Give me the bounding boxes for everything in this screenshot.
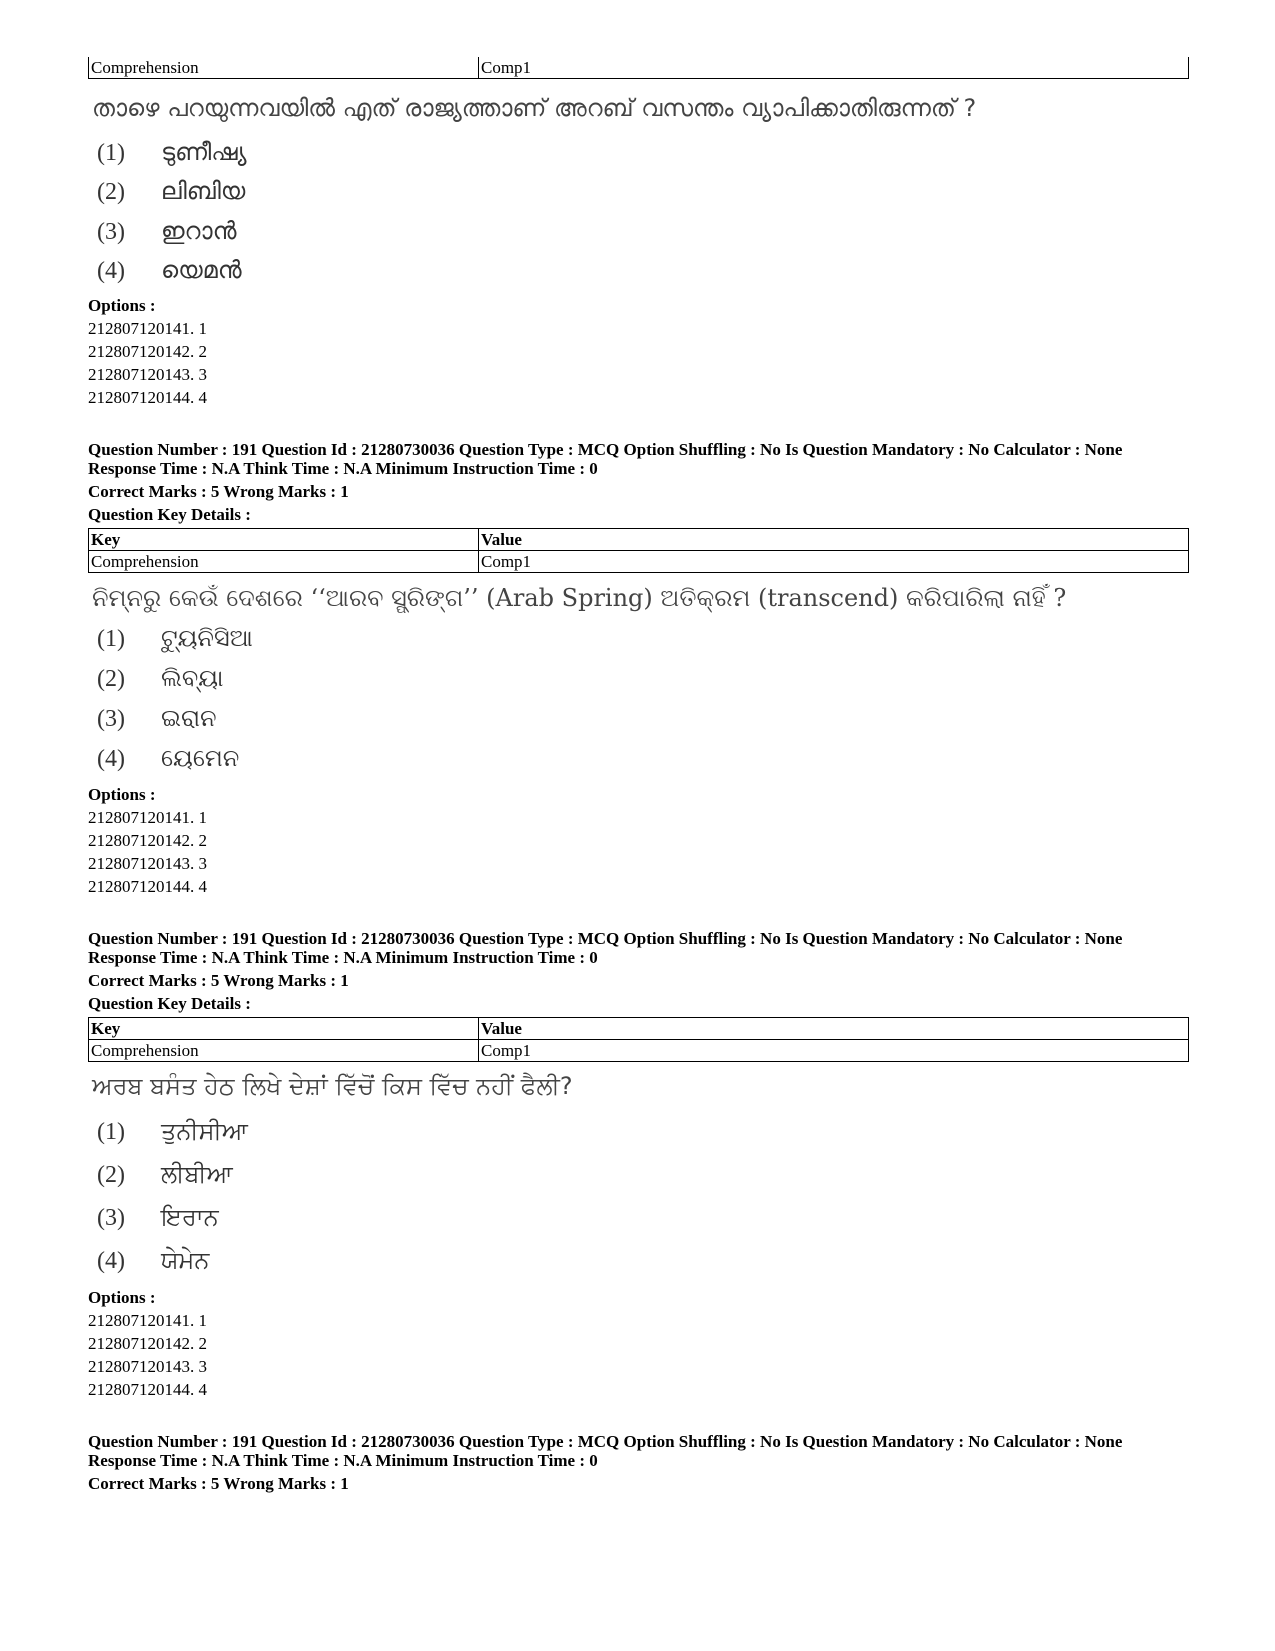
question-text: താഴെ പറയുന്നവയിൽ എത് രാജ്യത്താണ് അറബ് വസന്തം വ്യാപിക്കാതിരുന്നത് ? <box>92 94 977 122</box>
option-line: 212807120143. 3 <box>88 1357 207 1376</box>
choice-item: (2) ਲੀਬੀਆ <box>97 1160 233 1188</box>
choice-item: (3) ഇറാൻ <box>97 217 237 245</box>
key-value-table <box>88 57 1189 79</box>
table-cell-key: Comprehension <box>89 57 479 79</box>
choice-item: (1) ଟ୍ୟୁନିସିଆ <box>97 624 253 652</box>
choice-item: (4) ਯੇਮੇਨ <box>97 1246 210 1274</box>
question-text: ਅਰਬ ਬਸੰਤ ਹੇਠ ਲਿਖੇ ਦੇਸ਼ਾਂ ਵਿੱਚੋਂ ਕਿਸ ਵਿੱਚ ਨਹੀਂ ਫੈਲੀ? <box>92 1072 573 1100</box>
choice-item: (4) ୟେମେନ <box>97 744 240 772</box>
option-line: 212807120141. 1 <box>88 808 207 827</box>
table-row <box>89 57 1189 79</box>
choice-item: (4) യെമൻ <box>97 256 242 284</box>
table-cell-value: Comp1 <box>479 1040 1189 1062</box>
option-line: 212807120143. 3 <box>88 365 207 384</box>
option-line: 212807120144. 4 <box>88 877 207 896</box>
choice-item: (2) ଲିବ୍ୟା <box>97 664 224 692</box>
table-header-value: Value <box>479 1018 1189 1040</box>
options-title: Options : <box>88 296 156 315</box>
table-row <box>89 1040 1189 1062</box>
option-line: 212807120142. 2 <box>88 831 207 850</box>
key-value-table <box>88 1017 1189 1062</box>
table-row <box>89 551 1189 573</box>
table-cell-key: Comprehension <box>89 551 479 573</box>
options-title: Options : <box>88 785 156 804</box>
table-cell-key: Comprehension <box>89 1040 479 1062</box>
marks-line: Correct Marks : 5 Wrong Marks : 1 <box>88 1474 349 1493</box>
key-details-title: Question Key Details : <box>88 994 251 1013</box>
choice-item: (1) ਤੁਨੀਸੀਆ <box>97 1117 248 1145</box>
marks-line: Correct Marks : 5 Wrong Marks : 1 <box>88 482 349 501</box>
key-value-table <box>88 528 1189 573</box>
choice-item: (3) ଇରାନ <box>97 704 217 732</box>
option-line: 212807120144. 4 <box>88 388 207 407</box>
table-cell-value: Comp1 <box>479 551 1189 573</box>
question-meta-line: Question Number : 191 Question Id : 21280730036 Question Type : MCQ Option Shuffling : No Is Question Mandatory : No Calculator : None <box>88 440 1123 459</box>
question-text: ନିମ୍ନରୁ କେଉଁ ଦେଶରେ ‘‘ଆରବ ସ୍ପ୍ରିଙ୍ଗ’’ (Arab Spring) ଅତିକ୍ରମ (transcend) କରିପାରିଲା ନାହିଁ ? <box>92 584 1067 612</box>
marks-line: Correct Marks : 5 Wrong Marks : 1 <box>88 971 349 990</box>
table-header-key: Key <box>89 1018 479 1040</box>
option-line: 212807120141. 1 <box>88 1311 207 1330</box>
choice-item: (3) ਇਰਾਨ <box>97 1203 219 1231</box>
question-meta-line: Response Time : N.A Think Time : N.A Minimum Instruction Time : 0 <box>88 1451 598 1470</box>
choice-item: (2) ലിബിയ <box>97 177 246 205</box>
options-title: Options : <box>88 1288 156 1307</box>
option-line: 212807120141. 1 <box>88 319 207 338</box>
table-header-row <box>89 529 1189 551</box>
table-header-value: Value <box>479 529 1189 551</box>
option-line: 212807120142. 2 <box>88 342 207 361</box>
question-meta-line: Question Number : 191 Question Id : 21280730036 Question Type : MCQ Option Shuffling : No Is Question Mandatory : No Calculator : None <box>88 929 1123 948</box>
key-details-title: Question Key Details : <box>88 505 251 524</box>
option-line: 212807120144. 4 <box>88 1380 207 1399</box>
question-meta-line: Response Time : N.A Think Time : N.A Minimum Instruction Time : 0 <box>88 459 598 478</box>
table-header-row <box>89 1018 1189 1040</box>
question-meta-line: Question Number : 191 Question Id : 21280730036 Question Type : MCQ Option Shuffling : No Is Question Mandatory : No Calculator : None <box>88 1432 1123 1451</box>
option-line: 212807120143. 3 <box>88 854 207 873</box>
table-header-key: Key <box>89 529 479 551</box>
option-line: 212807120142. 2 <box>88 1334 207 1353</box>
choice-item: (1) ടുണീഷ്യ <box>97 138 247 166</box>
question-meta-line: Response Time : N.A Think Time : N.A Minimum Instruction Time : 0 <box>88 948 598 967</box>
table-cell-value: Comp1 <box>479 57 1189 79</box>
